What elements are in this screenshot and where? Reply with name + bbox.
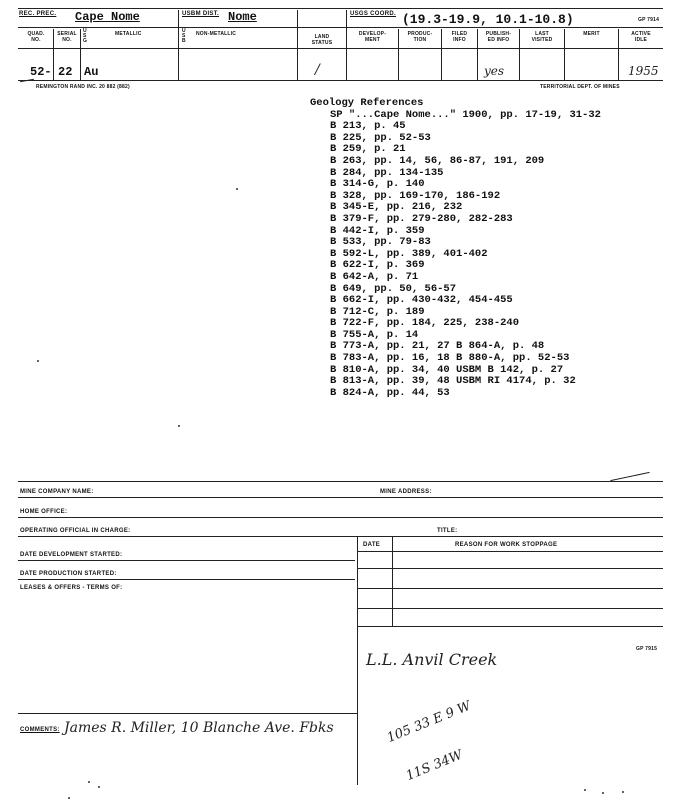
reference-entry: B 642-A, p. 71 — [330, 270, 419, 283]
usgs-coord-label: USGS COORD. — [350, 11, 396, 17]
production-header: PRODUC- TION — [407, 31, 433, 43]
reference-entry: B 712-C, p. 189 — [330, 305, 425, 318]
geology-heading: Geology References — [310, 97, 424, 109]
date-development-label: DATE DEVELOPMENT STARTED: — [20, 552, 123, 558]
reference-entry: B 345-E, pp. 216, 232 — [330, 201, 463, 214]
date-production-label: DATE PRODUCTION STARTED: — [20, 571, 117, 577]
territorial-line: TERRITORIAL DEPT. OF MINES — [540, 84, 620, 90]
metallic-value: Au — [84, 65, 99, 79]
reference-entry: B 213, p. 45 — [330, 120, 406, 133]
land-status-mark: / — [315, 62, 320, 78]
merit-header: MERIT — [583, 31, 600, 37]
active-idle-value: 1955 — [628, 64, 659, 78]
printer-line: REMINGTON RAND INC. 20 882 (882) — [36, 84, 130, 90]
reference-entry: B 225, pp. 52-53 — [330, 131, 431, 144]
comments-label: COMMENTS: — [20, 727, 60, 733]
reference-entry: B 622-I, p. 369 — [330, 259, 425, 272]
reference-entry: B 755-A, p. 14 — [330, 328, 419, 341]
form-number: GP 7914 — [638, 17, 660, 23]
reference-entry: SP "...Cape Nome..." 1900, pp. 17-19, 31-32 — [330, 108, 601, 121]
comments-value: James R. Miller, 10 Blanche Ave. Fbks — [64, 720, 334, 736]
usgs-coord-value: (19.3-19.9, 10.1-10.8) — [402, 12, 574, 27]
rec-prec-label: REC. PREC. — [19, 11, 57, 17]
reference-entry: B 824-A, pp. 44, 53 — [330, 386, 450, 399]
reference-entry: B 649, pp. 50, 56-57 — [330, 282, 457, 295]
title-label: TITLE: — [437, 528, 458, 534]
form-number-2: GP 7915 — [636, 646, 658, 652]
stoppage-header: REASON FOR WORK STOPPAGE — [455, 542, 558, 548]
published-info-value: yes — [484, 64, 505, 78]
filed-info-header: FILED INFO — [451, 31, 468, 43]
reference-entry: B 328, pp. 169-170, 186-192 — [330, 189, 501, 202]
quad-no-value: 52- — [30, 65, 52, 79]
metallic-header: METALLIC — [115, 31, 142, 37]
quad-no-header: QUAD. NO. — [27, 31, 45, 43]
date-header: DATE — [363, 542, 381, 548]
serial-no-value: 22 — [58, 65, 73, 79]
reference-entry: B 442-I, p. 359 — [330, 224, 425, 237]
operating-official-label: OPERATING OFFICIAL IN CHARGE: — [20, 528, 131, 534]
reference-entry: B 259, p. 21 — [330, 143, 406, 156]
rec-prec-value: Cape Nome — [75, 10, 140, 24]
serial-no-header: SERIAL NO. — [57, 31, 77, 43]
reference-entry: B 722-F, pp. 184, 225, 238-240 — [330, 317, 520, 330]
development-header: DEVELOP- MENT — [358, 31, 387, 43]
reference-entry: B 284, pp. 134-135 — [330, 166, 444, 179]
usbm-dist-label: USBM DIST. — [182, 11, 220, 17]
geology-references — [310, 98, 601, 399]
leases-label: LEASES & OFFERS - TERMS OF: — [20, 585, 123, 591]
published-info-header: PUBLISH- ED INFO — [485, 31, 512, 43]
reference-list — [310, 110, 601, 400]
reference-entry: B 773-A, pp. 21, 27 B 864-A, p. 48 — [330, 340, 545, 353]
mine-address-label: MINE ADDRESS: — [380, 489, 432, 495]
hand-note-1: 105 33 E 9 W — [385, 698, 474, 746]
usbm-dist-value: Nome — [228, 10, 257, 24]
land-status-header: LAND STATUS — [311, 34, 333, 46]
usbm-code-header: U S B — [182, 28, 186, 44]
active-idle-header: ACTIVE IDLE — [631, 31, 651, 43]
usgs-code-header: U S G — [83, 28, 88, 44]
last-visited-header: LAST VISITED — [531, 31, 553, 43]
reference-entry: B 783-A, pp. 16, 18 B 880-A, pp. 52-53 — [330, 352, 570, 365]
mine-company-label: MINE COMPANY NAME: — [20, 489, 94, 495]
reference-entry: B 314-G, p. 140 — [330, 178, 425, 191]
reference-entry: B 813-A, pp. 39, 48 USBM RI 4174, p. 32 — [330, 375, 576, 388]
reference-entry: B 263, pp. 14, 56, 86-87, 191, 209 — [330, 154, 545, 167]
reference-entry: B 592-L, pp. 389, 401-402 — [330, 247, 488, 260]
nonmetallic-header: NON-METALLIC — [196, 31, 237, 37]
reference-entry: B 662-I, pp. 430-432, 454-455 — [330, 294, 513, 307]
reference-entry: B 810-A, pp. 34, 40 USBM B 142, p. 27 — [330, 363, 564, 376]
location-note: L.L. Anvil Creek — [366, 650, 498, 669]
home-office-label: HOME OFFICE: — [20, 509, 68, 515]
reference-entry: B 533, pp. 79-83 — [330, 236, 431, 249]
hand-note-2: 11S 34W — [404, 747, 465, 784]
reference-entry: B 379-F, pp. 279-280, 282-283 — [330, 212, 513, 225]
